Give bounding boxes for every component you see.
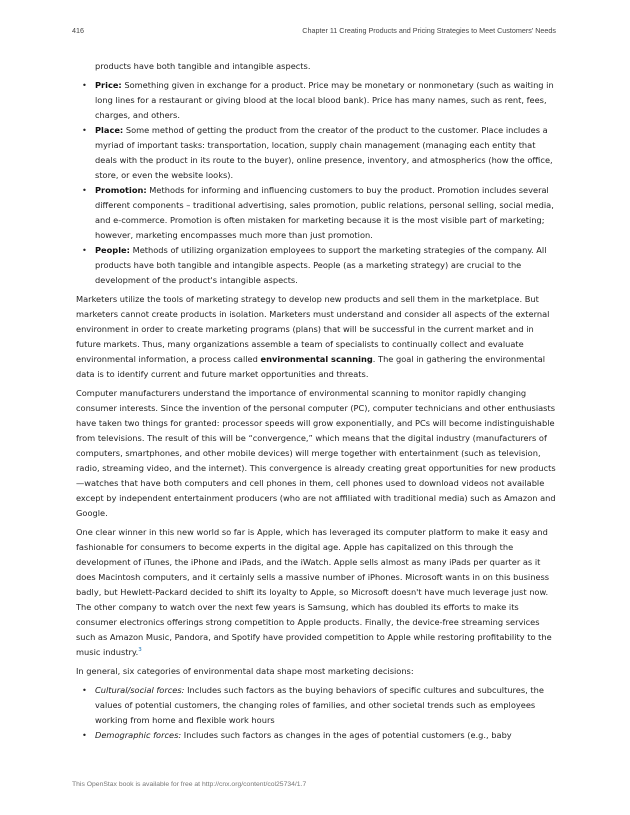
bullet-icon: •	[82, 245, 87, 255]
page-body	[76, 59, 556, 747]
definition: Includes such factors as the buying behaviors of specific cultures and subcultures, the values of potential customers, the changing roles of families, and other societal trends such as employees working from home and flexible work hours	[95, 685, 544, 725]
definition: Methods for informing and influencing customers to buy the product. Promotion includes several different components – traditional advertising, sales promotion, public relations, personal selling, social media, and e-commerce. Promotion is often mistaken for marketing because it is the most visible part of marketing; however, marketing encompasses much more than just promotion.	[95, 185, 554, 240]
page-number: 416	[72, 26, 84, 35]
term: Cultural/social forces:	[95, 685, 185, 695]
list-item-promotion	[76, 183, 556, 243]
definition: Methods of utilizing organization employees to support the marketing strategies of the company. All products have both tangible and intangible aspects. People (as a marketing strategy) are crucial to the development of the product's intangible aspects.	[95, 245, 547, 285]
bullet-icon: •	[82, 685, 87, 695]
list-item-demographic	[76, 728, 556, 743]
paragraph-environmental-scanning: Marketers utilize the tools of marketing strategy to develop new products and sell them in the marketplace. But marketers cannot create products in isolation. Marketers must understand and consider all aspects of the external environment in order to create marketing programs (plans) that will be successful in the current market and in future markets. Thus, many organizations assemble a team of specialists to continually collect and evaluate environmental information, a process called environmental scanning. The goal in gathering the environmental data is to identify current and future market opportunities and threats.	[76, 294, 550, 379]
paragraph-convergence: Computer manufacturers understand the importance of environmental scanning to monitor rapidly changing consumer interests. Since the invention of the personal computer (PC), computer technicians and other enthusiasts have taken two things for granted: processor speeds will grow exponentially, and PCs will become indistinguishable from televisions. The result of this will be “convergence,” which means that the digital industry (manufacturers of computers, smartphones, and other mobile devices) will merge together with entertainment (such as television, radio, streaming video, and the internet). This convergence is already creating great opportunities for new products—watches that have both computers and cell phones in them, cell phones used to download videos not available except by independent entertainment producers (who are not affiliated with traditional media) such as Amazon and Google.	[76, 388, 556, 518]
definition: Some method of getting the product from the creator of the product to the customer. Place includes a myriad of important tasks: transportation, location, supply chain management (managing each entity that deals with the product in its route to the buyer), online presence, inventory, and atmospherics (how the office, store, or even the website looks).	[95, 125, 553, 180]
list-item-people	[76, 243, 556, 288]
key-term: environmental scanning	[260, 354, 373, 364]
bullet-icon: •	[82, 185, 87, 195]
list-item-price	[76, 78, 556, 123]
bullet-icon: •	[82, 125, 87, 135]
paragraph-six-categories: In general, six categories of environmental data shape most marketing decisions:	[76, 666, 414, 676]
paragraph-apple: One clear winner in this new world so far is Apple, which has leveraged its computer platform to make it easy and fashionable for consumers to become experts in the digital age. Apple has capitalized on this through the development of iTunes, the iPhone and iPads, and the iWatch. Apple sells almost as many iPads per quarter as it does Macintosh computers, and it certainly sells a massive number of iPhones. Microsoft wants in on this business badly, but Hewlett-Packard decided to shift its loyalty to Apple, so Microsoft doesn't have much leverage just now. The other company to watch over the next few years is Samsung, which has doubled its efforts to make its consumer electronics offerings strong competition to Apple products. Finally, the device-free streaming services such as Amazon Music, Pandora, and Spotify have provided competition to Apple while restoring profitability to the music industry.$^3$	[76, 527, 552, 657]
list-item-place	[76, 123, 556, 183]
running-chapter-title: Chapter 11 Creating Products and Pricing Strategies to Meet Customers' Needs	[302, 26, 556, 35]
list-item-cultural-social	[76, 683, 556, 728]
page-footer: This OpenStax book is available for free at http://cnx.org/content/col25734/1.7	[72, 781, 307, 788]
bullet-icon: •	[82, 80, 87, 90]
page-header	[72, 26, 558, 38]
term: People:	[95, 245, 130, 255]
term: Promotion:	[95, 185, 147, 195]
environmental-forces-list	[76, 683, 556, 743]
term: Price:	[95, 80, 122, 90]
bullet-icon: •	[82, 730, 87, 740]
list-continuation: products have both tangible and intangible aspects.	[95, 61, 311, 71]
term: Demographic forces:	[95, 730, 182, 740]
marketing-mix-list	[76, 78, 556, 288]
footnote-reference[interactable]: 3	[138, 647, 142, 653]
term: Place:	[95, 125, 124, 135]
definition: Something given in exchange for a product. Price may be monetary or nonmonetary (such as waiting in long lines for a restaurant or giving blood at the local blood bank). Price has many names, such as rent, fees, charges, and others.	[95, 80, 554, 120]
definition: Includes such factors as changes in the ages of potential customers (e.g., baby	[181, 730, 512, 740]
